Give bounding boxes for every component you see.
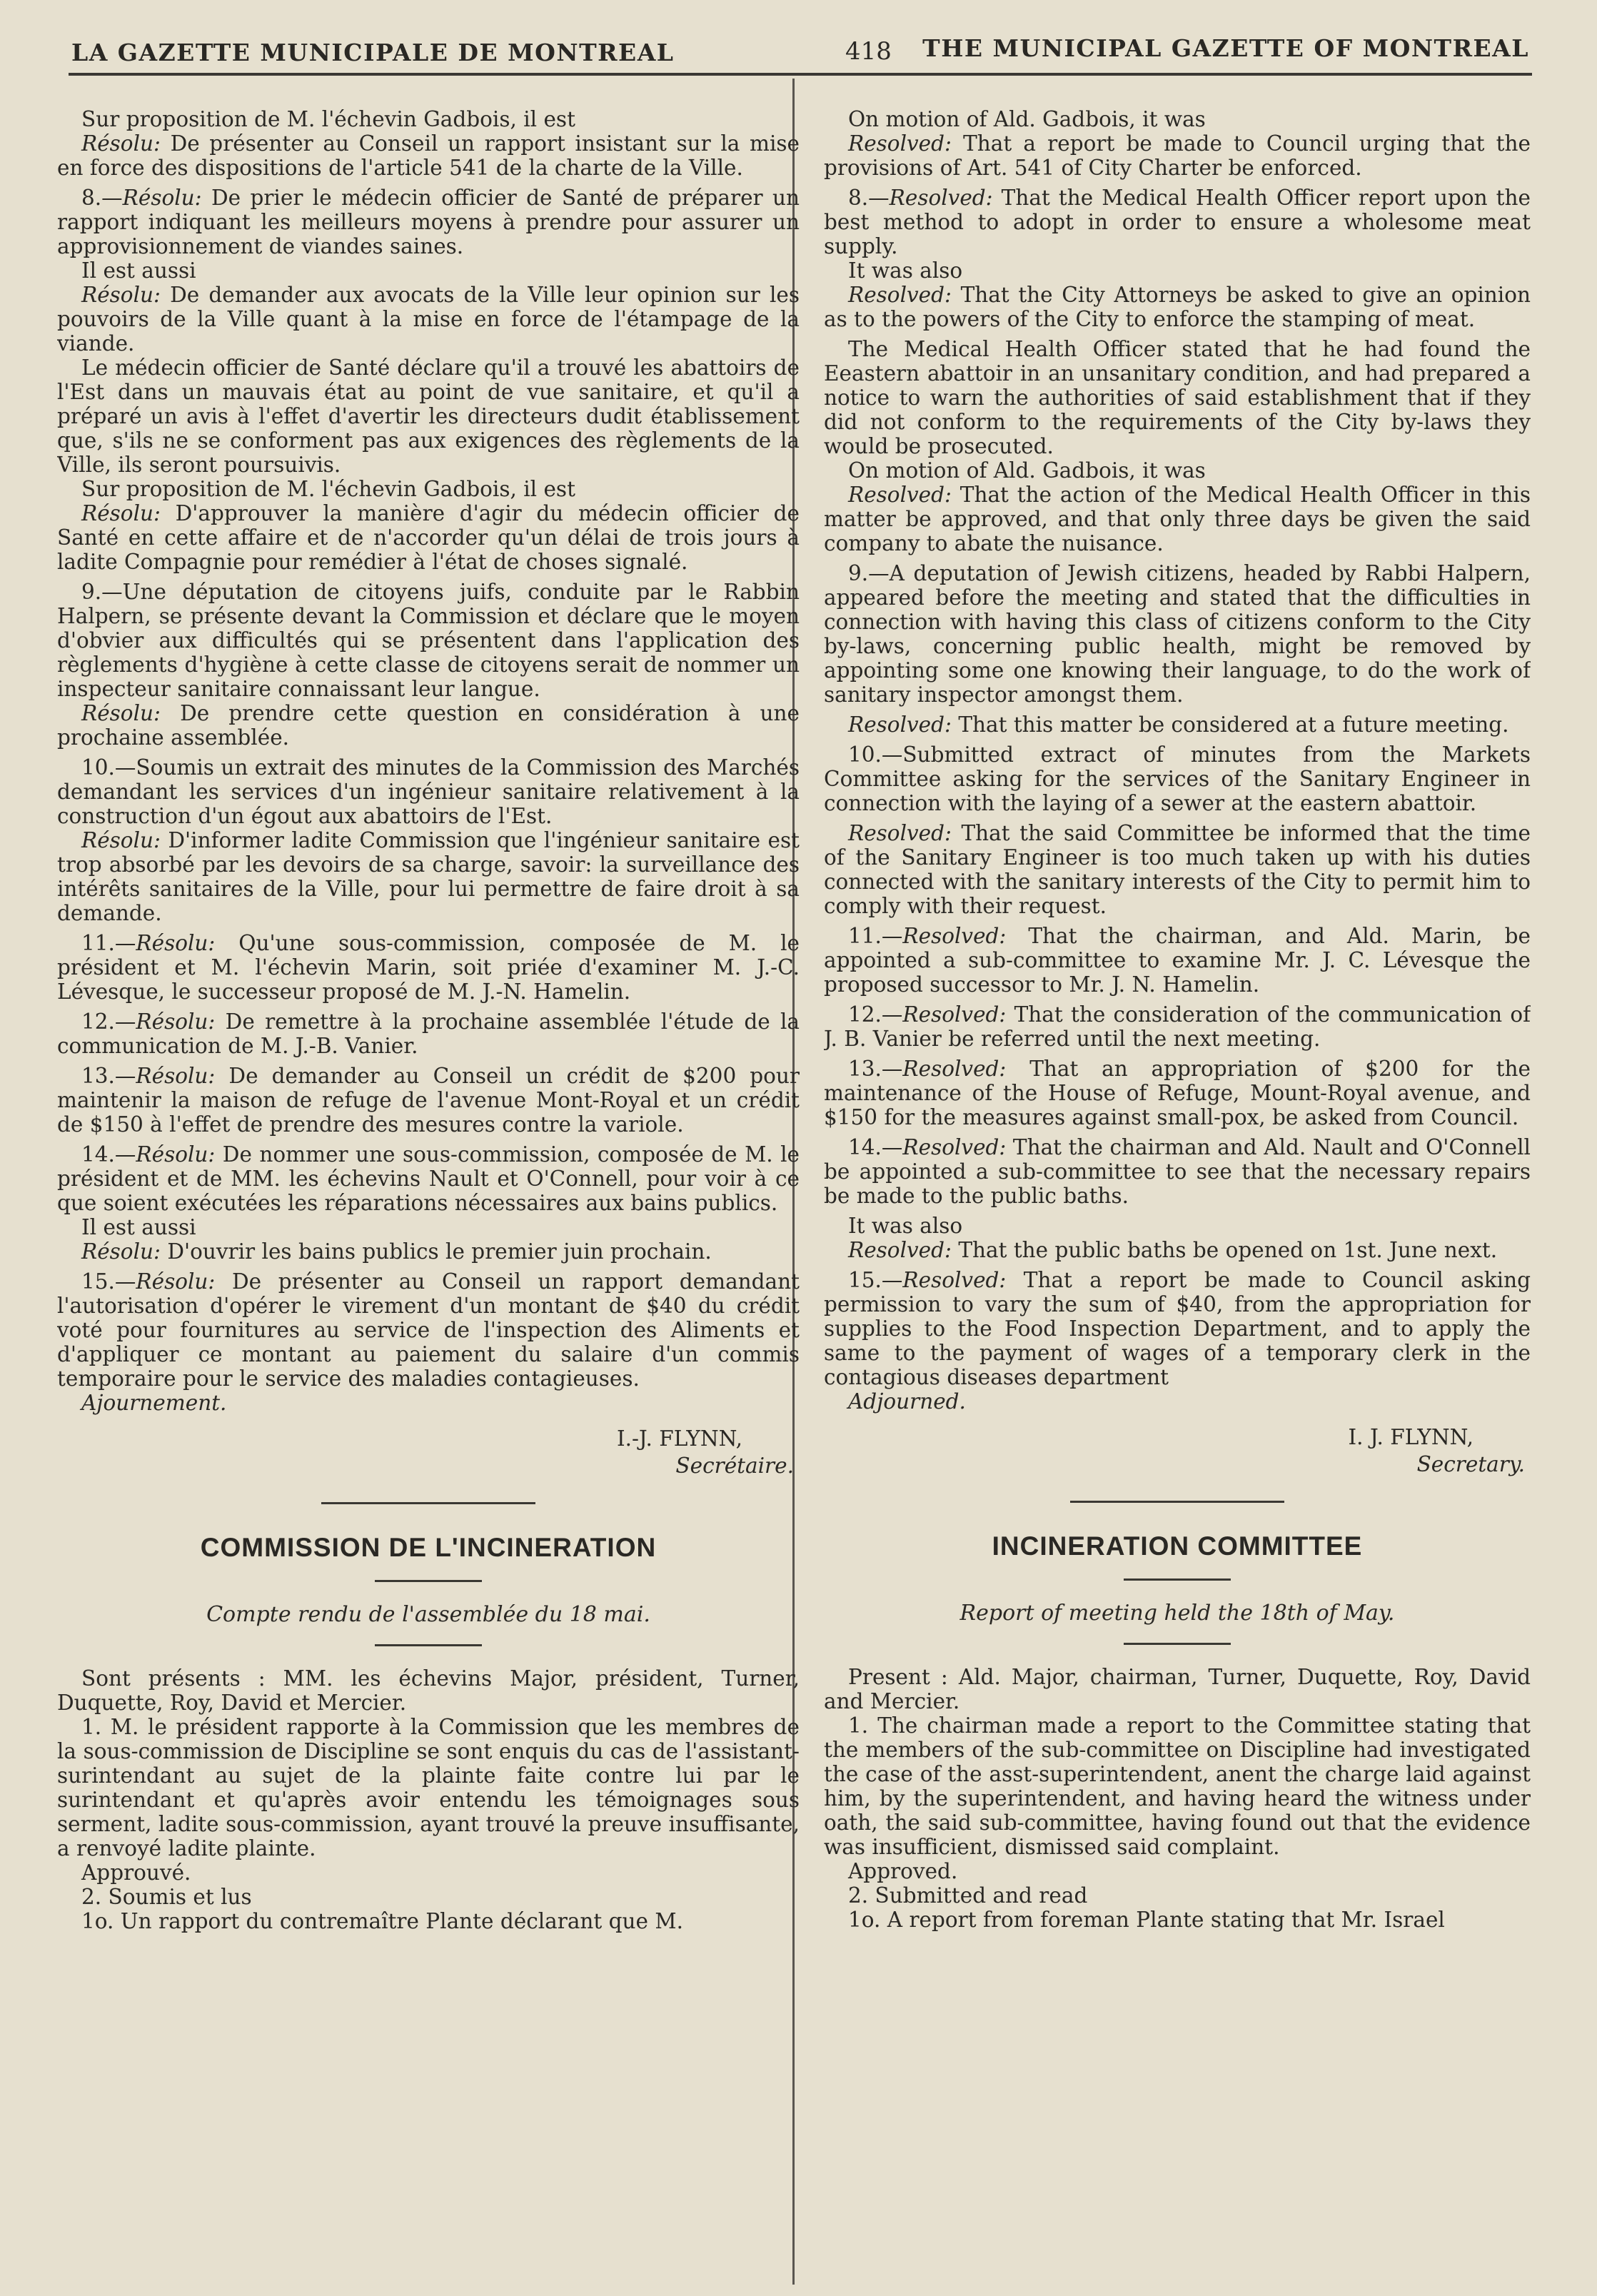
paragraph: 2. Submitted and read (848, 1883, 1088, 1908)
paragraph: 13.—Résolu: De demander au Conseil un crédit de $200 pour maintenir la maison de refuge de l'avenue Mont-Royal et un crédit de $150 à l'effet de prendre des mesures contre la variole. (57, 1064, 800, 1137)
signature-block (824, 1425, 1531, 1482)
signature-name: I.-J. FLYNN, (616, 1426, 742, 1451)
paragraph: 9.—Une députation de citoyens juifs, conduite par le Rabbin Halpern, se présente devant la Commission et déclare que le moyen d'obvier aux difficultés qui se présentent dans l'application des règlements d'hygiène à cette classe de citoyens serait de nommer un inspecteur sanitaire connaissant leur langue. (57, 580, 800, 701)
paragraph: 12.—Resolved: That the consideration of the communication of J. B. Vanier be referred until the next meeting. (824, 1002, 1531, 1051)
adjournment: Adjourned. (848, 1389, 966, 1414)
paragraph: Sont présents : MM. les échevins Major, président, Turner, Duquette, Roy, David et Mercier. (57, 1666, 800, 1715)
paragraph: Résolu: De présenter au Conseil un rapport insistant sur la mise en force des dispositions de l'article 541 de la charte de la Ville. (57, 131, 800, 180)
paragraph: Résolu: D'ouvrir les bains publics le premier juin prochain. (81, 1239, 712, 1264)
paragraph: 1. The chairman made a report to the Committee stating that the members of the sub-committee on Discipline had investigated the case of the asst-superintendent, anent the charge laid against him, by the superintendent, and having heard the witness under oath, the said sub-committee, having found out that the evidence was insufficient, dismissed said complaint. (824, 1713, 1531, 1859)
paragraph: The Medical Health Officer stated that he had found the Eeastern abattoir in an unsanitary condition, and had prepared a notice to warn the authorities of said establishment that if they did not conform to the requirements of the City by-laws they would be prosecuted. (824, 337, 1531, 458)
paragraph: Resolved: That the public baths be opened on 1st. June next. (848, 1238, 1498, 1262)
paragraph: Résolu: De prendre cette question en considération à une prochaine assemblée. (57, 701, 800, 750)
paragraph: 2. Soumis et lus (81, 1885, 252, 1909)
divider (321, 1502, 535, 1504)
header-french-title: LA GAZETTE MUNICIPALE DE MONTREAL (71, 39, 675, 66)
paragraph: Résolu: D'approuver la manière d'agir du médecin officier de Santé en cette affaire et de n'accorder qu'un délai de trois jours à ladite Compagnie pour remédier à l'état de choses signalé. (57, 501, 800, 574)
paragraph: 8.—Resolved: That the Medical Health Officer report upon the best method to adopt in order to ensure a wholesome meat supply. (824, 186, 1531, 258)
paragraph: 11.—Résolu: Qu'une sous-commission, composée de M. le président et M. l'échevin Marin, soit priée d'examiner M. J.-C. Lévesque, le successeur proposé de M. J.-N. Hamelin. (57, 931, 800, 1004)
paragraph: Resolved: That the said Committee be informed that the time of the Sanitary Engineer is too much taken up with his duties connected with the sanitary interests of the City to permit him to comply with their request. (824, 821, 1531, 918)
paragraph: It was also (848, 258, 963, 283)
signature-role: Secrétaire. (675, 1454, 794, 1478)
paragraph: Resolved: That the City Attorneys be asked to give an opinion as to the powers of the City to enforce the stamping of meat. (824, 283, 1531, 331)
divider (375, 1644, 482, 1646)
page-header (69, 29, 1532, 76)
header-english-title: THE MUNICIPAL GAZETTE OF MONTREAL (922, 34, 1529, 62)
paragraph: 8.—Résolu: De prier le médecin officier de Santé de préparer un rapport indiquant les meilleurs moyens à prendre pour assurer un approvisionnement de viandes saines. (57, 186, 800, 258)
paragraph: 9.—A deputation of Jewish citizens, headed by Rabbi Halpern, appeared before the meeting and stated that the difficulties in connection with having this class of citizens conform to the City by-laws, concerning public health, might be removed by appointing some one knowing their language, to do the work of sanitary inspector amongst them. (824, 561, 1531, 707)
signature-block (57, 1426, 800, 1484)
paragraph: On motion of Ald. Gadbois, it was (848, 458, 1206, 483)
paragraph: Il est aussi (81, 1215, 196, 1239)
divider (375, 1580, 482, 1582)
paragraph: Sur proposition de M. l'échevin Gadbois, il est (81, 477, 575, 501)
paragraph: 1o. A report from foreman Plante stating that Mr. Israel (848, 1908, 1445, 1932)
paragraph: 10.—Soumis un extrait des minutes de la Commission des Marchés demandant les services d'un ingénieur sanitaire relativement à la construction d'un égout aux abattoirs de l'Est. (57, 755, 800, 828)
paragraph: Approuvé. (81, 1861, 191, 1885)
paragraph: Resolved: That this matter be considered at a future meeting. (848, 713, 1509, 737)
section-title: COMMISSION DE L'INCINERATION (200, 1533, 657, 1562)
paragraph: 15.—Resolved: That a report be made to Council asking permission to vary the sum of $40, from the appropriation for supplies to the Food Inspection Department, and to apply the same to the payment of wages of a temporary clerk in the contagious diseases department (824, 1268, 1531, 1389)
paragraph: 12.—Résolu: De remettre à la prochaine assemblée l'étude de la communication de M. J.-B. Vanier. (57, 1009, 800, 1058)
page-number: 418 (845, 37, 892, 66)
paragraph: 1. M. le président rapporte à la Commission que les membres de la sous-commission de Discipline se sont enquis du cas de l'assistant-surintendant au sujet de la plainte faite contre lui par le surintendant et qu'après avoir entendu les témoignages sous serment, ladite sous-commission, ayant trouvé la preuve insuffisante, a renvoyé ladite plainte. (57, 1715, 800, 1861)
paragraph: 13.—Resolved: That an appropriation of $200 for the maintenance of the House of Refuge, Mount-Royal avenue, and $150 for the measures against small-pox, be asked from Council. (824, 1057, 1531, 1129)
divider (1124, 1578, 1231, 1581)
divider (1070, 1501, 1284, 1503)
paragraph: Résolu: De demander aux avocats de la Ville leur opinion sur les pouvoirs de la Ville quant à la mise en force de l'étampage de la viande. (57, 283, 800, 356)
section-title: INCINERATION COMMITTEE (992, 1531, 1363, 1561)
french-column (57, 107, 800, 2292)
english-column (824, 107, 1531, 2292)
paragraph: Resolved: That a report be made to Council urging that the provisions of Art. 541 of City Charter be enforced. (824, 131, 1531, 180)
signature-name: I. J. FLYNN, (1348, 1425, 1473, 1449)
paragraph: On motion of Ald. Gadbois, it was (848, 107, 1206, 131)
paragraph: Résolu: D'informer ladite Commission que l'ingénieur sanitaire est trop absorbé par les devoirs de sa charge, savoir: la surveillance des intérêts sanitaires de la Ville, pour lui permettre de faire droit à sa demande. (57, 828, 800, 925)
adjournment: Ajournement. (81, 1391, 227, 1415)
paragraph: 1o. Un rapport du contremaître Plante déclarant que M. (81, 1909, 683, 1933)
paragraph: 15.—Résolu: De présenter au Conseil un rapport demandant l'autorisation d'opérer le virement d'un montant de $40 du crédit voté pour fournitures au service de l'inspection des Aliments et d'appliquer ce montant au paiement du salaire d'un commis temporaire pour le service des maladies contagieuses. (57, 1269, 800, 1391)
paragraph: Il est aussi (81, 258, 196, 283)
paragraph: Resolved: That the action of the Medical Health Officer in this matter be approved, and that only three days be given the said company to abate the nuisance. (824, 483, 1531, 555)
paragraph: It was also (848, 1214, 963, 1238)
paragraph: 10.—Submitted extract of minutes from the Markets Committee asking for the services of the Sanitary Engineer in connection with the laying of a sewer at the eastern abattoir. (824, 742, 1531, 815)
paragraph: Le médecin officier de Santé déclare qu'il a trouvé les abattoirs de l'Est dans un mauvais état au point de vue sanitaire, et qu'il a préparé un avis à l'effet d'avertir les directeurs dudit établissement que, s'ils ne se conforment pas aux exigences des règlements de la Ville, ils seront poursuivis. (57, 356, 800, 477)
paragraph: Present : Ald. Major, chairman, Turner, Duquette, Roy, David and Mercier. (824, 1665, 1531, 1713)
paragraph: Sur proposition de M. l'échevin Gadbois, il est (81, 107, 575, 131)
paragraph: Approved. (848, 1859, 958, 1883)
signature-role: Secretary. (1416, 1452, 1525, 1476)
divider (1124, 1643, 1231, 1645)
paragraph: 14.—Résolu: De nommer une sous-commission, composée de M. le président et de MM. les échevins Nault et O'Connell, pour voir à ce que soient exécutées les réparations nécessaires aux bains publics. (57, 1142, 800, 1215)
section-subtitle: Report of meeting held the 18th of May. (959, 1601, 1395, 1626)
section-subtitle: Compte rendu de l'assemblée du 18 mai. (206, 1602, 650, 1627)
paragraph: 14.—Resolved: That the chairman and Ald. Nault and O'Connell be appointed a sub-committee to see that the necessary repairs be made to the public baths. (824, 1135, 1531, 1208)
paragraph: 11.—Resolved: That the chairman, and Ald. Marin, be appointed a sub-committee to examine Mr. J. C. Lévesque the proposed successor to Mr. J. N. Hamelin. (824, 924, 1531, 997)
